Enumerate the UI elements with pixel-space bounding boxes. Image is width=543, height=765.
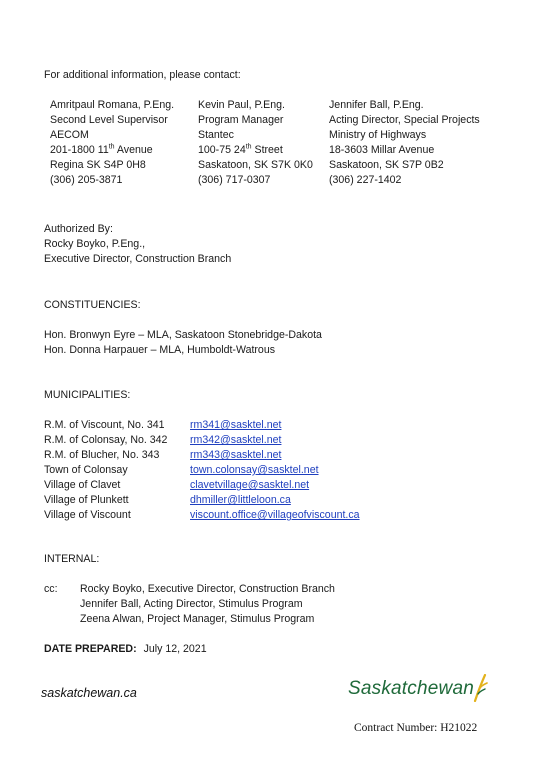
contact-organization: Stantec	[198, 129, 234, 141]
wheat-icon	[472, 674, 488, 702]
contact-address: 100-75 24th Street	[198, 143, 283, 156]
contact-card-ministry	[329, 98, 480, 188]
constituency-item: Hon. Bronwyn Eyre – MLA, Saskatoon Stonebridge-Dakota	[44, 329, 322, 341]
municipality-email-link[interactable]: viscount.office@villageofviscount.ca	[190, 509, 360, 521]
municipality-email-link[interactable]: dhmiller@littleloon.ca	[190, 494, 291, 506]
logo-wordmark: Saskatchewan	[348, 678, 474, 699]
contact-organization: AECOM	[50, 129, 89, 141]
municipality-name: R.M. of Viscount, No. 341	[44, 419, 165, 431]
contact-name: Jennifer Ball, P.Eng.	[329, 99, 424, 111]
contact-name: Kevin Paul, P.Eng.	[198, 99, 285, 111]
municipality-email-link[interactable]: clavetvillage@sasktel.net	[190, 479, 310, 491]
cc-list	[80, 582, 335, 627]
constituencies-list	[44, 328, 322, 358]
contact-title: Program Manager	[198, 114, 284, 126]
contact-city: Saskatoon, SK S7P 0B2	[329, 159, 444, 171]
municipality-name: R.M. of Colonsay, No. 342	[44, 434, 168, 446]
contact-phone: (306) 227-1402	[329, 174, 402, 186]
constituencies-heading: CONSTITUENCIES:	[44, 299, 141, 311]
footer-website: saskatchewan.ca	[41, 686, 137, 700]
contact-organization: Ministry of Highways	[329, 129, 427, 141]
municipality-name: Town of Colonsay	[44, 464, 128, 476]
saskatchewan-logo	[348, 678, 474, 700]
municipality-name: Village of Plunkett	[44, 494, 129, 506]
municipality-name: Village of Viscount	[44, 509, 131, 521]
municipality-email-link[interactable]: rm342@sasktel.net	[190, 434, 282, 446]
municipality-names	[44, 418, 167, 523]
authorized-label: Authorized By:	[44, 223, 113, 235]
contact-card-aecom	[50, 98, 174, 188]
cc-recipient: Jennifer Ball, Acting Director, Stimulus Program	[80, 598, 303, 610]
contact-card-stantec	[198, 98, 313, 188]
authorized-name: Rocky Boyko, P.Eng.,	[44, 238, 146, 250]
cc-recipient: Rocky Boyko, Executive Director, Construction Branch	[80, 583, 335, 595]
cc-recipient: Zeena Alwan, Project Manager, Stimulus Program	[80, 613, 315, 625]
cc-label: cc:	[44, 583, 58, 595]
contact-city: Saskatoon, SK S7K 0K0	[198, 159, 313, 171]
municipality-emails	[190, 418, 360, 523]
contact-address: 18-3603 Millar Avenue	[329, 144, 435, 156]
date-prepared-label: DATE PREPARED:	[44, 643, 137, 655]
municipality-email-link[interactable]: rm343@sasktel.net	[190, 449, 282, 461]
internal-heading: INTERNAL:	[44, 553, 100, 565]
contact-title: Acting Director, Special Projects	[329, 114, 480, 126]
contact-intro: For additional information, please contact:	[44, 69, 241, 81]
authorized-title: Executive Director, Construction Branch	[44, 253, 232, 265]
contact-address: 201-1800 11th Avenue	[50, 143, 153, 156]
constituency-item: Hon. Donna Harpauer – MLA, Humboldt-Watrous	[44, 344, 276, 356]
municipality-name: Village of Clavet	[44, 479, 121, 491]
municipality-name: R.M. of Blucher, No. 343	[44, 449, 160, 461]
contact-name: Amritpaul Romana, P.Eng.	[50, 99, 175, 111]
contact-phone: (306) 205-3871	[50, 174, 123, 186]
municipality-email-link[interactable]: rm341@sasktel.net	[190, 419, 282, 431]
contact-title: Second Level Supervisor	[50, 114, 168, 126]
contact-city: Regina SK S4P 0H8	[50, 159, 146, 171]
municipalities-heading: MUNICIPALITIES:	[44, 389, 131, 401]
contract-number: Contract Number: H21022	[354, 722, 478, 734]
contact-phone: (306) 717-0307	[198, 174, 271, 186]
date-prepared-value: July 12, 2021	[143, 643, 207, 655]
authorized-by-block	[44, 222, 231, 267]
date-prepared	[44, 642, 207, 657]
municipality-email-link[interactable]: town.colonsay@sasktel.net	[190, 464, 319, 476]
